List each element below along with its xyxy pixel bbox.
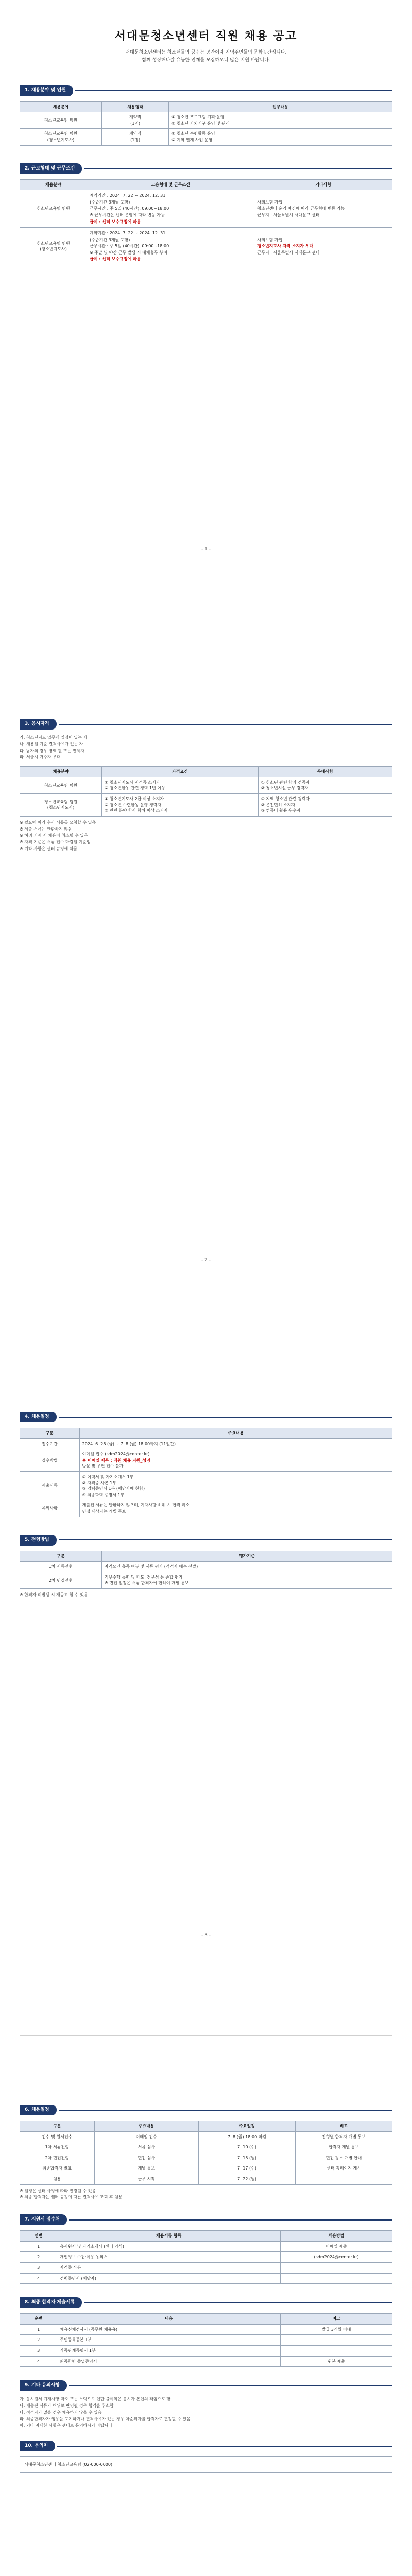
table-row: 1 응시원서 및 자기소개서 (센터 양식) 이메일 제출 <box>20 2241 392 2252</box>
table-row: 1차 서류전형 서류 심사 7. 10 (수) 합격자 개별 통보 <box>20 2142 392 2153</box>
page-1 <box>0 28 412 265</box>
recruit-table: 채용분야 채용형태 업무내용 청소년교육팀 팀원 계약직 (1명) ① 청소년 프로그램 기획·운영 ② 청소년 자치기구 운영 및 관리 청소년교육팀 팀원 (청소년지도사) 계약직 (1명) ① 청소년 수련활동 운영 ② 지역 연계 사업 운영 <box>20 101 392 146</box>
section-2-header: 2. 근로형태 및 근무조건 <box>20 163 392 174</box>
table-row: 임용 근무 시작 7. 22 (월) <box>20 2174 392 2185</box>
table-row: 청소년교육팀 팀원 ① 청소년지도사 자격증 소지자 ② 청소년활동 관련 경력 1년 이상 ① 청소년 관련 학과 전공자 ② 청소년시설 근무 경력자 <box>20 777 392 793</box>
intro-text: 서대문청소년센터는 청소년들의 꿈꾸는 공간이자 지역주민들의 문화공간입니다. 함께 성장해나갈 유능한 인재를 모집하오니 많은 지원 바랍니다. <box>125 49 287 63</box>
table-row: 2차 면접전형 면접 심사 7. 15 (월) 면접 장소 개별 안내 <box>20 2153 392 2163</box>
contact-box: 서대문청소년센터 청소년교육팀 (02-000-0000) <box>20 2456 392 2473</box>
page-title: 서대문청소년센터 직원 채용 공고 <box>114 30 298 43</box>
table-row: 2차 면접전형 직무수행 능력 및 태도, 전문성 등 종합 평가 ※ 면접 일정은 서류 합격자에 한하여 개별 통보 <box>20 1572 392 1588</box>
section-4-header: 4. 채용일정 <box>20 1412 392 1422</box>
table-row: 청소년교육팀 팀원 (청소년지도사) ① 청소년지도사 2급 이상 소지자 ② 청소년 수련활동 운영 경력자 ③ 관련 분야 학사 학위 이상 소지자 ① 지역 청소년 관련 경력자 ② 운전면허 소지자 ③ 컴퓨터 활용 우수자 <box>20 794 392 817</box>
table-row: 청소년교육팀 팀원 (청소년지도사) 계약직 (1명) ① 청소년 수련활동 운영 ② 지역 연계 사업 운영 <box>20 129 392 145</box>
section-9-header: 9. 기타 유의사항 <box>20 2380 392 2391</box>
evaluation-table: 구분 평가기준 1차 서류전형 자격요건 충족 여부 및 서류 평가 (적격자 배수 선발) 2차 면접전형 직무수행 능력 및 태도, 전문성 등 종합 평가 ※ 면접 일정은 서류 합격자에 한하여 개별 통보 <box>20 1551 392 1589</box>
schedule-table: 구분 주요내용 접수기간 2024. 6. 28 (금) ~ 7. 8 (월) 18:00까지 (11일간) 접수방법 이메일 접수 (sdm2024@center.kr) ※ 이메일 제목 : 직원 채용 지원_성명 방문 및 우편 접수 불가 제출서류 ① 이력서 및 자기소개서 1부 ② 자격증 사본 1부 ③ 경력증명서 1부 (해당자에 한함) ④ 최종학력 증명서 1부 유의사항 제출된 서류는 반환하지 않으며, 기재사항 허위 시 합격 취소 면접 대상자는 개별 통보 <box>20 1428 392 1517</box>
table-row: 4 경력증명서 (해당자) <box>20 2273 392 2284</box>
table-row: 3 가족관계증명서 1부 <box>20 2346 392 2357</box>
timeline-table: 구분 주요내용 주요일정 비고 접수 및 원서접수 이메일 접수 7. 8 (월) 18:00 마감 전형별 합격자 개별 통보 1차 서류전형 서류 심사 7. 10 (수) 합격자 개별 통보 2차 면접전형 면접 심사 7. 15 (월) 면접 장소 개별 안내 최종합격자 발표 개별 통보 7. 17 (수) 센터 홈페이지 게시 임용 근무 시작 7. 22 (월) <box>20 2121 392 2185</box>
page-divider <box>20 2035 392 2036</box>
general-qualifications: 가. 청소년지도 업무에 열정이 있는 자 나. 채용일 기준 결격사유가 없는 자 다. 남자의 경우 병역 필 또는 면제자 라. 서울시 거주자 우대 <box>20 735 88 760</box>
section-8-header: 8. 최종 합격자 제출서류 <box>20 2297 392 2308</box>
section-3-header: 3. 응시자격 <box>20 719 392 730</box>
submission-table: 연번 채용서류 항목 채용방법 1 응시원서 및 자기소개서 (센터 양식) 이메일 제출 2 개인정보 수집·이용 동의서 (sdm2024@center.kr) 3 자격증 사본 4 경력증명서 (해당자) <box>20 2230 392 2284</box>
section-10-header: 10. 문의처 <box>20 2441 392 2451</box>
table-row: 접수방법 이메일 접수 (sdm2024@center.kr) ※ 이메일 제목 : 직원 채용 지원_성명 방문 및 우편 접수 불가 <box>20 1449 392 1472</box>
timeline-notes: ※ 일정은 센터 사정에 따라 변경될 수 있음 ※ 최종 합격자는 센터 규정에 따른 결격사유 조회 후 임용 <box>20 2188 123 2200</box>
page-number: - 2 - <box>201 1258 211 1263</box>
table-row: 접수 및 원서접수 이메일 접수 7. 8 (월) 18:00 마감 전형별 합격자 개별 통보 <box>20 2131 392 2142</box>
table-row: 3 자격증 사본 <box>20 2263 392 2274</box>
table-row: 2 개인정보 수집·이용 동의서 (sdm2024@center.kr) <box>20 2252 392 2263</box>
table-row: 2 주민등록등본 1부 <box>20 2335 392 2346</box>
section-7-header: 7. 지원서 접수처 <box>20 2214 392 2225</box>
table-row: 최종합격자 발표 개별 통보 7. 17 (수) 센터 홈페이지 게시 <box>20 2163 392 2174</box>
table-row: 4 최종학력 졸업증명서 원본 제출 <box>20 2356 392 2367</box>
final-docs-table: 순번 내용 비고 1 채용신체검사서 (공무원 채용용) 발급 3개월 이내 2 주민등록등본 1부 3 가족관계증명서 1부 4 최종학력 졸업증명서 원본 제출 <box>20 2313 392 2367</box>
page-4 <box>0 2105 412 2473</box>
table-row: 청소년교육팀 팀원 계약기간 : 2024. 7. 22 ~ 2024. 12. 31 (수습기간 3개월 포함) 근무시간 : 주 5일 (40시간), 09:00~18:00 ※ 근무시간은 센터 운영에 따라 변동 가능 급여 : 센터 보수규정에 따름 사회보험 가입 청소년센터 운영 여건에 따라 근무형태 변동 가능 근무지 : 서울특별시 서대문구 센터 <box>20 190 392 228</box>
page-3 <box>0 1412 412 1599</box>
table-row: 제출서류 ① 이력서 및 자기소개서 1부 ② 자격증 사본 1부 ③ 경력증명서 1부 (해당자에 한함) ④ 최종학력 증명서 1부 <box>20 1472 392 1500</box>
table-row: 1 채용신체검사서 (공무원 채용용) 발급 3개월 이내 <box>20 2324 392 2335</box>
evaluation-note: ※ 합격자 미발생 시 재공고 할 수 있음 <box>20 1592 88 1597</box>
table-row: 유의사항 제출된 서류는 반환하지 않으며, 기재사항 허위 시 합격 취소 면접 대상자는 개별 통보 <box>20 1500 392 1517</box>
table-row: 청소년교육팀 팀원 계약직 (1명) ① 청소년 프로그램 기획·운영 ② 청소년 자치기구 운영 및 관리 <box>20 112 392 129</box>
qualification-table: 채용분야 자격요건 우대사항 청소년교육팀 팀원 ① 청소년지도사 자격증 소지자 ② 청소년활동 관련 경력 1년 이상 ① 청소년 관련 학과 전공자 ② 청소년시설 근무 경력자 청소년교육팀 팀원 (청소년지도사) ① 청소년지도사 2급 이상 소지자 ② 청소년 수련활동 운영 경력자 ③ 관련 분야 학사 학위 이상 소지자 ① 지역 청소년 관련 경력자 ② 운전면허 소지자 ③ 컴퓨터 활용 우수자 <box>20 766 392 817</box>
qualification-notes: ※ 필요에 따라 추가 서류를 요청할 수 있음 ※ 제출 서류는 반환하지 않음 ※ 허위 기재 시 채용이 취소될 수 있음 ※ 자격 기준은 서류 접수 마감일 기준임 ※ 기타 사항은 센터 규정에 따름 <box>20 820 96 851</box>
page-2 <box>0 719 412 853</box>
section-5-header: 5. 전형방법 <box>20 1535 392 1546</box>
conditions-table: 채용분야 고용형태 및 근무조건 기타사항 청소년교육팀 팀원 계약기간 : 2024. 7. 22 ~ 2024. 12. 31 (수습기간 3개월 포함) 근무시간 : 주 5일 (40시간), 09:00~18:00 ※ 근무시간은 센터 운영에 따라 변동 가능 급여 : 센터 보수규정에 따름 사회보험 가입 청소년센터 운영 여건에 따라 근무형태 변동 가능 근무지 : 서울특별시 서대문구 센터 청소년교육팀 팀원 (청소년지도사) 계약기간 : 2024. 7. 22 ~ 2024. 12. 31 (수습기간 3개월 포함) 근무시간 : 주 5일 (40시간), 09:00~18:00 ※ 주말 및 야간 근무 발생 시 대체휴무 부여 급여 : 센터 보수규정에 따름 사회보험 가입 청소년지도사 자격 소지자 우대 근무지 : 서울특별시 서대문구 센터 <box>20 179 392 266</box>
page-number: - 3 - <box>201 1933 211 1938</box>
table-row: 청소년교육팀 팀원 (청소년지도사) 계약기간 : 2024. 7. 22 ~ 2024. 12. 31 (수습기간 3개월 포함) 근무시간 : 주 5일 (40시간), 09:00~18:00 ※ 주말 및 야간 근무 발생 시 대체휴무 부여 급여 : 센터 보수규정에 따름 사회보험 가입 청소년지도사 자격 소지자 우대 근무지 : 서울특별시 서대문구 센터 <box>20 228 392 265</box>
precautions: 가. 응시원서 기재사항 착오 또는 누락으로 인한 불이익은 응시자 본인의 책임으로 함 나. 제출된 서류가 허위로 판명될 경우 합격을 취소함 다. 적격자가 없을 경우 채용하지 않을 수 있음 라. 최종합격자가 임용을 포기하거나 결격사유가 있는 경우 차순위자를 합격자로 결정할 수 있음 마. 기타 자세한 사항은 센터로 문의하시기 바랍니다 <box>20 2397 191 2428</box>
section-6-header: 6. 채용일정 <box>20 2105 392 2115</box>
table-row: 1차 서류전형 자격요건 충족 여부 및 서류 평가 (적격자 배수 선발) <box>20 1562 392 1572</box>
table-row: 접수기간 2024. 6. 28 (금) ~ 7. 8 (월) 18:00까지 (11일간) <box>20 1438 392 1449</box>
page-number: - 1 - <box>201 547 211 552</box>
section-1-header: 1. 채용분야 및 인원 <box>20 85 392 96</box>
